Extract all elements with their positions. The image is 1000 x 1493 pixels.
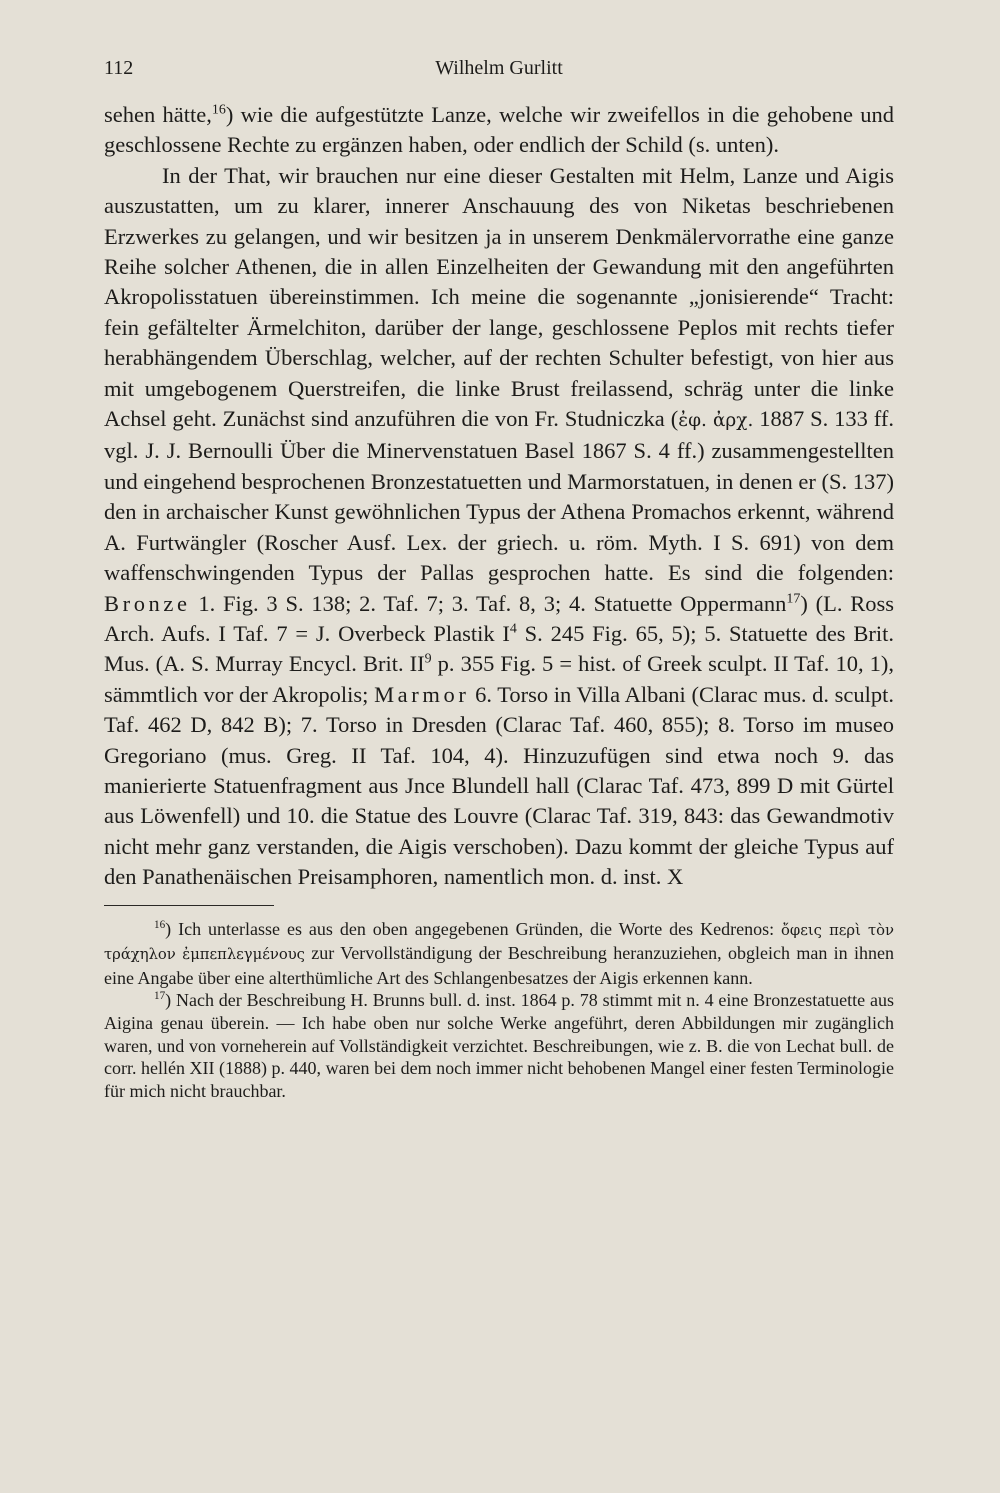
footnote-ref-16: 16 — [211, 102, 226, 118]
text-run: ) wie die aufgestützte Lanze, welche wir zweifellos in die gehobene und geschlossene Rechte zu ergänzen haben, oder endlich der Schild (s. unten). — [104, 102, 894, 158]
edition-superscript: 4 — [509, 621, 517, 637]
edition-superscript: 9 — [424, 651, 432, 667]
greek-quotation: ὄφεις περὶ τὸν τράχηλον ἐμπεπλεγμένους — [104, 921, 894, 964]
running-head — [104, 52, 894, 84]
main-text — [104, 100, 894, 893]
text-run: ) (L. Ross Arch. Aufs. I Taf. 7 = J. Overbeck Plastik I — [104, 590, 894, 646]
footnote-ref-17: 17 — [786, 591, 801, 606]
footnote-text: zur Vervollständigung der Beschreibung heranzuziehen, obgleich man in ihnen eine Angabe über eine alterthümliche Art des Schlangenbesatzes der Aigis erkennen kann. — [104, 943, 894, 988]
text-run: sehen hätte, — [104, 102, 212, 127]
text-run: 6. Torso in Villa Albani (Clarac mus. d. sculpt. Taf. 462 D, 842 B); 7. Torso in Dresden (Clarac Taf. 460, 855); 8. Torso im museo Gregoriano (mus. Greg. II Taf. 104, 4). Hinzuzufügen sind etwa noch 9. das manierierte Statuenfragment aus Jnce Blundell hall (Clarac Taf. 473, 899 D mit Gürtel aus Löwenfell) und 10. die Statue des Louvre (Clarac Taf. 319, 843: das Gewandmotiv nicht mehr ganz verstanden, die Aigis verschoben). Dazu kommt der gleiche Typus auf den Panathenäischen Preisamphoren, namentlich mon. d. inst. X — [104, 681, 894, 890]
footnote-17 — [104, 989, 894, 1102]
footnotes — [104, 918, 894, 1103]
text-run: S. 245 Fig. 65, 5); 5. Statuette des Brit. Mus. (A. S. Murray Encycl. Brit. II — [104, 620, 894, 677]
page-number: 112 — [104, 57, 134, 79]
footnote-mark-16: 16 — [154, 918, 166, 931]
text-run: 1. Fig. 3 S. 138; 2. Taf. 7; 3. Taf. 8, 3; 4. Statuette Oppermann — [190, 590, 787, 616]
paragraph-continuation — [104, 100, 894, 161]
footnote-16 — [104, 918, 894, 990]
footnote-text: ) Nach der Beschreibung H. Brunns bull. d. inst. 1864 p. 78 stimmt mit n. 4 eine Bronzestatuette aus Aigina genau überein. — Ich habe oben nur solche Werke angeführt, deren Abbildungen mir zugänglich waren, und von vorneherein auf Vollständigkeit verzichtet. Beschreibungen, wie z. B. die von Lechat bull. de corr. hellén XII (1888) p. 440, waren bei dem noch immer nicht behobenen Mangel einer festen Terminologie für mich nicht brauchbar. — [104, 990, 894, 1101]
spaced-heading-marmor: Marmor — [374, 681, 470, 707]
text-run: p. 355 Fig. 5 = hist. of Greek sculpt. II Taf. 10, 1), sämmtlich vor der Akropolis; — [104, 651, 894, 707]
running-title-author: Wilhelm Gurlitt — [435, 57, 563, 79]
footnote-separator — [104, 905, 274, 906]
footnote-text: ) Ich unterlasse es aus den oben angegebenen Gründen, die Worte des Kedrenos: — [165, 918, 782, 939]
text-run: In der That, wir brauchen nur eine dieser Gestalten mit Helm, Lanze und Aigis auszustatten, um zu klarer, innerer Anschauung des von Niketas beschriebenen Erzwerkes zu gelangen, und wir besitzen ja in unserem Denkmälervorrathe eine ganze Reihe solcher Athenen, die in allen Einzelheiten der Gewandung mit den angeführten Akropolisstatuen übereinstimmen. Ich meine die sogenannte „jonisierende“ Tracht: fein gefältelter Ärmelchiton, darüber der lange, geschlossene Peplos mit rechts tiefer herabhängendem Überschlag, welcher, auf der rechten Schulter befestigt, von hier aus mit umgebogenem Querstreifen, die linke Brust freilassend, schräg unter die linke Achsel geht. Zunächst sind anzuführen die von Fr. Studniczka ( — [104, 162, 894, 432]
text-run: 1887 S. 133 ff. vgl. J. J. Bernoulli Über die Minervenstatuen Basel 1867 S. 4 ff.) zusammengestellten und eingehend besprochenen Bronzestatuetten und Marmorstatuen, in denen er (S. 137) den in archaischer Kunst gewöhnlichen Typus der Athena Promachos erkennt, während A. Furtwängler (Roscher Ausf. Lex. der griech. u. röm. Myth. I S. 691) von dem waffenschwingenden Typus der Pallas gesprochen hatte. Es sind die folgenden: — [104, 406, 894, 586]
paragraph-athena-types — [104, 161, 894, 893]
footnote-mark-17: 17 — [154, 990, 166, 1003]
greek-abbreviation: ἐφ. ἀρχ. — [678, 410, 754, 432]
spaced-heading-bronze: Bronze — [104, 590, 191, 616]
